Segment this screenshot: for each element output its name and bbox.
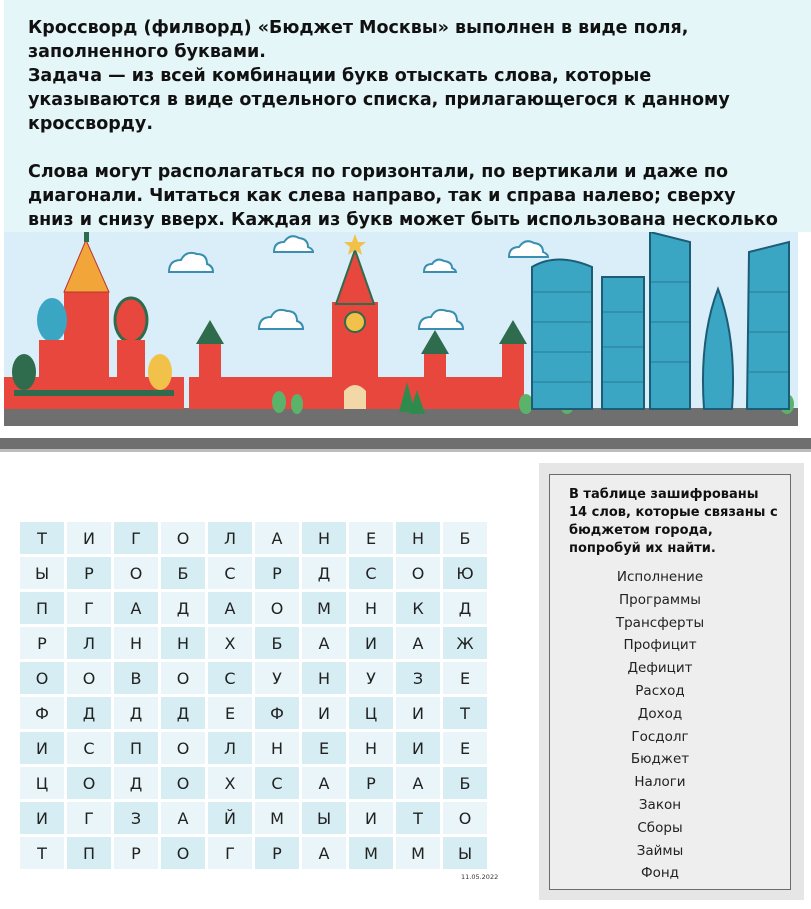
grid-cell[interactable]: О xyxy=(161,732,205,764)
grid-cell[interactable]: Б xyxy=(443,522,487,554)
grid-cell[interactable]: М xyxy=(396,837,440,869)
word-list-item: Программы xyxy=(619,591,701,608)
grid-cell[interactable]: З xyxy=(396,662,440,694)
word-list-item: Займы xyxy=(636,842,684,859)
grid-cell[interactable]: Т xyxy=(396,802,440,834)
grid-cell[interactable]: Н xyxy=(114,627,158,659)
grid-cell[interactable]: Н xyxy=(396,522,440,554)
grid-cell[interactable]: Н xyxy=(302,662,346,694)
word-list-item: Доход xyxy=(637,705,683,722)
grid-cell[interactable]: Д xyxy=(114,697,158,729)
grid-cell[interactable]: Н xyxy=(255,732,299,764)
title-highlight: «Бюджет Москвы» xyxy=(257,18,449,38)
grid-cell[interactable]: Е xyxy=(208,697,252,729)
grid-cell[interactable]: А xyxy=(396,627,440,659)
grid-cell[interactable]: П xyxy=(67,837,111,869)
grid-cell[interactable]: С xyxy=(255,767,299,799)
grid-cell[interactable]: О xyxy=(396,557,440,589)
grid-cell[interactable]: Ф xyxy=(255,697,299,729)
clock-icon xyxy=(345,312,365,332)
grid-cell[interactable]: Е xyxy=(302,732,346,764)
word-list-item: Налоги xyxy=(634,774,686,791)
grid-cell[interactable]: Г xyxy=(67,802,111,834)
grid-cell[interactable]: Г xyxy=(208,837,252,869)
intro-paragraph-2: Задача — из всей комбинации букв отыскать слова, которые указываются в виде отдельного списка, прилагающегося к данному кроссворду. xyxy=(28,66,730,134)
grid-cell[interactable]: Н xyxy=(349,732,393,764)
grid-cell[interactable]: П xyxy=(114,732,158,764)
grid-cell[interactable]: У xyxy=(349,662,393,694)
grid-cell[interactable]: Л xyxy=(208,522,252,554)
grid-cell[interactable]: П xyxy=(20,592,64,624)
grid-cell[interactable]: В xyxy=(114,662,158,694)
word-search-grid xyxy=(17,519,490,872)
date-label: 11.05.2022 xyxy=(461,873,499,881)
grid-row xyxy=(20,837,487,869)
grid-cell[interactable]: Т xyxy=(443,697,487,729)
grid-cell[interactable]: С xyxy=(208,662,252,694)
grid-cell[interactable]: Р xyxy=(67,557,111,589)
grid-cell[interactable]: Т xyxy=(20,837,64,869)
grid-row xyxy=(20,767,487,799)
grid-cell[interactable]: Ы xyxy=(20,557,64,589)
grid-cell[interactable]: М xyxy=(255,802,299,834)
grid-cell[interactable]: Р xyxy=(114,837,158,869)
word-list-item: Бюджет xyxy=(630,751,690,768)
grid-cell[interactable]: Ф xyxy=(20,697,64,729)
grid-cell[interactable]: Ц xyxy=(349,697,393,729)
grid-cell[interactable]: Г xyxy=(67,592,111,624)
grid-cell[interactable]: Ц xyxy=(20,767,64,799)
grid-cell[interactable]: Д xyxy=(161,697,205,729)
word-list-item: Сборы xyxy=(637,819,683,836)
grid-cell[interactable]: А xyxy=(302,627,346,659)
word-list-heading: В таблице зашифрованы 14 слов, которые связаны с бюджетом города, попробуй их найти. xyxy=(569,487,778,556)
grid-cell[interactable]: О xyxy=(114,557,158,589)
moscow-skyline-illustration xyxy=(4,232,798,426)
grid-cell[interactable]: О xyxy=(161,662,205,694)
grid-cell[interactable]: Е xyxy=(443,732,487,764)
grid-cell[interactable]: И xyxy=(20,802,64,834)
grid-cell[interactable]: Н xyxy=(349,592,393,624)
grid-cell[interactable]: И xyxy=(349,627,393,659)
intro-paragraph-3: Слова могут располагаться по горизонтали, по вертикали и даже по диагонали. Читаться как слева направо, так и справа налево; сверху вниз и снизу вверх. Каждая из букв может быть использована несколько xyxy=(28,162,778,230)
grid-cell[interactable]: С xyxy=(349,557,393,589)
grid-cell[interactable]: Н xyxy=(161,627,205,659)
grid-cell[interactable]: И xyxy=(396,732,440,764)
word-list-item: Фонд xyxy=(640,865,680,882)
grid-cell[interactable]: С xyxy=(67,732,111,764)
grid-cell[interactable]: Р xyxy=(255,557,299,589)
grid-cell[interactable]: О xyxy=(161,837,205,869)
grid-cell[interactable]: Й xyxy=(208,802,252,834)
grid-cell[interactable]: Х xyxy=(208,767,252,799)
grid-cell[interactable]: Б xyxy=(255,627,299,659)
grid-cell[interactable]: Д xyxy=(161,592,205,624)
grid-cell[interactable]: Ж xyxy=(443,627,487,659)
grid-cell[interactable]: Е xyxy=(349,522,393,554)
grid-cell[interactable]: М xyxy=(349,837,393,869)
grid-cell[interactable]: А xyxy=(302,767,346,799)
grid-cell[interactable]: Р xyxy=(20,627,64,659)
grid-cell[interactable]: Л xyxy=(67,627,111,659)
word-list-item: Госдолг xyxy=(631,728,689,745)
grid-cell[interactable]: Ю xyxy=(443,557,487,589)
grid-row xyxy=(20,732,487,764)
grid-cell[interactable]: И xyxy=(67,522,111,554)
grid-cell[interactable]: А xyxy=(161,802,205,834)
grid-cell[interactable]: Б xyxy=(161,557,205,589)
grid-cell[interactable]: Ы xyxy=(302,802,346,834)
divider xyxy=(0,438,811,449)
grid-cell[interactable]: Д xyxy=(443,592,487,624)
intro-text xyxy=(4,0,811,232)
grid-row xyxy=(20,662,487,694)
word-list-item: Закон xyxy=(638,796,682,813)
grid-row xyxy=(20,522,487,554)
word-list-item: Трансферты xyxy=(615,614,705,631)
grid-cell[interactable]: А xyxy=(255,522,299,554)
grid-cell[interactable]: Т xyxy=(20,522,64,554)
word-list-item: Профицит xyxy=(623,637,697,654)
grid-row xyxy=(20,697,487,729)
grid-cell[interactable]: И xyxy=(396,697,440,729)
grid-cell[interactable]: И xyxy=(20,732,64,764)
grid-cell[interactable]: Д xyxy=(67,697,111,729)
grid-cell[interactable]: А xyxy=(396,767,440,799)
grid-cell[interactable]: З xyxy=(114,802,158,834)
intro-paragraph-1: Кроссворд (филворд) «Бюджет Москвы» выполнен в виде поля, заполненного буквами. xyxy=(28,18,689,62)
grid-cell[interactable]: Ы xyxy=(443,837,487,869)
grid-cell[interactable]: Х xyxy=(208,627,252,659)
grid-cell[interactable]: Г xyxy=(114,522,158,554)
word-list-item: Дефицит xyxy=(627,660,693,677)
grid-cell[interactable]: О xyxy=(20,662,64,694)
grid-cell[interactable]: О xyxy=(161,522,205,554)
grid-row xyxy=(20,592,487,624)
grid-row xyxy=(20,802,487,834)
grid-cell[interactable]: О xyxy=(67,662,111,694)
grid-cell[interactable]: С xyxy=(208,557,252,589)
grid-cell[interactable]: Е xyxy=(443,662,487,694)
grid-cell[interactable]: Л xyxy=(208,732,252,764)
grid-row xyxy=(20,627,487,659)
grid-cell[interactable]: А xyxy=(302,837,346,869)
grid-cell[interactable]: А xyxy=(208,592,252,624)
grid-cell[interactable]: О xyxy=(161,767,205,799)
grid-cell[interactable]: О xyxy=(255,592,299,624)
grid-cell[interactable]: И xyxy=(349,802,393,834)
grid-cell[interactable]: Н xyxy=(302,522,346,554)
grid-cell[interactable]: Д xyxy=(114,767,158,799)
grid-cell[interactable]: К xyxy=(396,592,440,624)
word-list xyxy=(590,566,730,885)
grid-cell[interactable]: М xyxy=(302,592,346,624)
grid-cell[interactable]: Д xyxy=(302,557,346,589)
grid-cell[interactable]: А xyxy=(114,592,158,624)
grid-cell[interactable]: О xyxy=(67,767,111,799)
word-list-item: Исполнение xyxy=(616,569,704,585)
grid-cell[interactable]: И xyxy=(302,697,346,729)
word-list-item: Расход xyxy=(635,682,685,699)
grid-cell[interactable]: О xyxy=(443,802,487,834)
grid-cell[interactable]: Р xyxy=(349,767,393,799)
grid-row xyxy=(20,557,487,589)
grid-cell[interactable]: Р xyxy=(255,837,299,869)
grid-cell[interactable]: Б xyxy=(443,767,487,799)
divider-light xyxy=(0,449,811,452)
grid-cell[interactable]: У xyxy=(255,662,299,694)
